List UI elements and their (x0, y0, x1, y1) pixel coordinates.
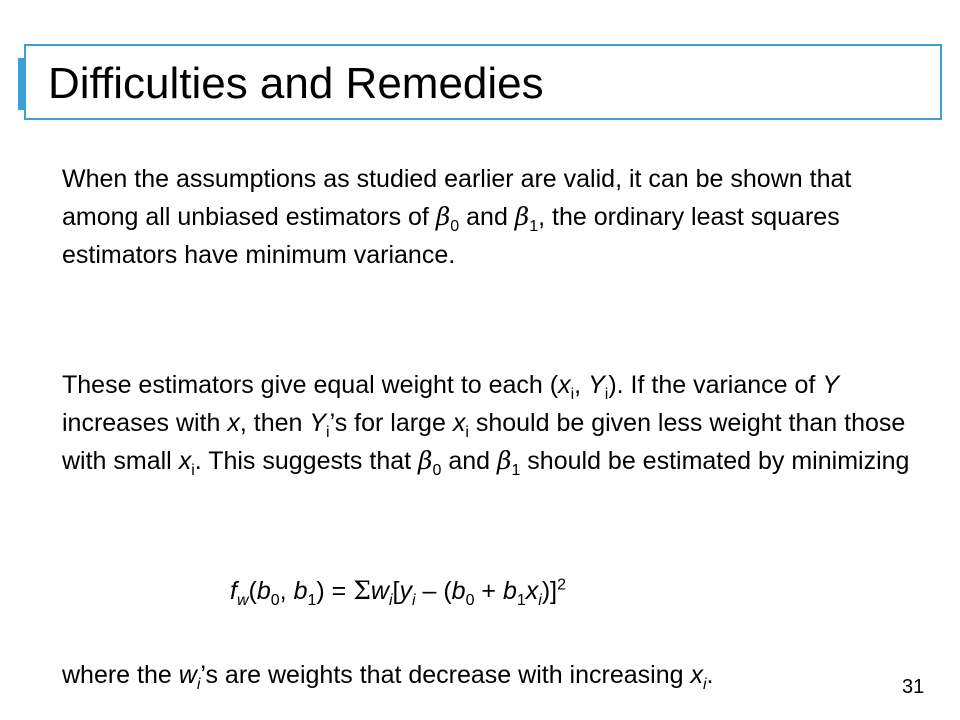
var-f: f (230, 577, 237, 605)
subscript-i: i (465, 424, 469, 441)
formula-equals: ) = (316, 577, 354, 605)
subscript-i: i (388, 592, 393, 609)
p2-t1: These estimators give equal weight to each ( (62, 371, 559, 399)
subscript-w: w (236, 592, 249, 609)
p2-t2: ). If the variance of (608, 371, 823, 399)
subscript-1: 1 (529, 218, 539, 235)
subscript-i: i (604, 386, 609, 403)
subscript-1: 1 (307, 592, 317, 609)
var-b: b (451, 577, 466, 605)
paragraph-blue (62, 160, 922, 274)
subscript-1: 1 (511, 462, 521, 479)
superscript-2: 2 (557, 576, 567, 594)
p1-text2: , the ordinary least squares estimators have minimum variance. (62, 203, 840, 269)
var-Y: Y (588, 371, 605, 399)
var-w: w (178, 661, 197, 689)
formula-bracket: [ (392, 577, 400, 605)
var-Y: Y (822, 371, 839, 399)
var-w: w (370, 577, 389, 605)
subscript-i: i (538, 592, 542, 609)
p2-t8: should be estimated by minimizing (520, 447, 910, 475)
slide-title: Difficulties and Remedies (48, 59, 544, 108)
subscript-0: 0 (465, 592, 475, 609)
var-y: y (399, 577, 412, 605)
var-x: x (227, 409, 240, 437)
var-x: x (178, 447, 192, 475)
p3-t2: ’s are weights that decrease with increasing (200, 661, 691, 689)
p2-t4: , then (239, 409, 310, 437)
subscript-1: 1 (516, 592, 526, 609)
paragraph-weights (62, 366, 922, 480)
var-b: b (256, 577, 271, 605)
p2-t3: increases with (62, 409, 228, 437)
weighted-least-squares-formula (230, 572, 880, 610)
var-Y: Y (309, 409, 327, 437)
formula-open: ( (248, 577, 257, 605)
title-accent-bar (18, 58, 26, 110)
subscript-0: 0 (450, 218, 460, 235)
p2-t6: should be given less weight than those with small (62, 409, 906, 475)
beta-symbol: β (435, 202, 451, 231)
p1-and: and (459, 203, 515, 231)
p2-and: and (441, 447, 497, 475)
p1-text1: When the assumptions as studied earlier are valid, it can be shown that among all unbiased estimators of (62, 165, 852, 231)
var-x: x (525, 577, 539, 605)
paragraph-where-weights (62, 656, 922, 694)
beta-symbol: β (514, 202, 530, 231)
p2-comma: , (574, 371, 589, 399)
subscript-0: 0 (432, 462, 442, 479)
var-b: b (502, 577, 517, 605)
subscript-i: i (191, 462, 195, 479)
beta-symbol: β (418, 446, 433, 475)
page-number: 31 (902, 676, 925, 698)
var-x: x (558, 371, 571, 399)
formula-close: )] (541, 577, 558, 605)
subscript-0: 0 (270, 592, 280, 609)
formula-plus: + (474, 577, 503, 605)
subscript-i: i (326, 424, 330, 441)
p2-t5: ’s for large (329, 409, 453, 437)
p3-t1: where the (62, 661, 179, 689)
formula-comma: , (279, 577, 294, 605)
subscript-i: i (411, 592, 416, 609)
subscript-i: i (570, 386, 575, 403)
var-b: b (293, 577, 308, 605)
p3-period: . (706, 661, 714, 689)
var-x: x (690, 661, 703, 689)
var-x: x (452, 409, 466, 437)
subscript-i: i (196, 676, 201, 693)
formula-minus: – ( (415, 577, 452, 605)
subscript-i: i (702, 676, 707, 693)
beta-symbol: β (497, 446, 512, 475)
p2-t7: . This suggests that (194, 447, 419, 475)
sigma-symbol: Σ (353, 576, 371, 605)
